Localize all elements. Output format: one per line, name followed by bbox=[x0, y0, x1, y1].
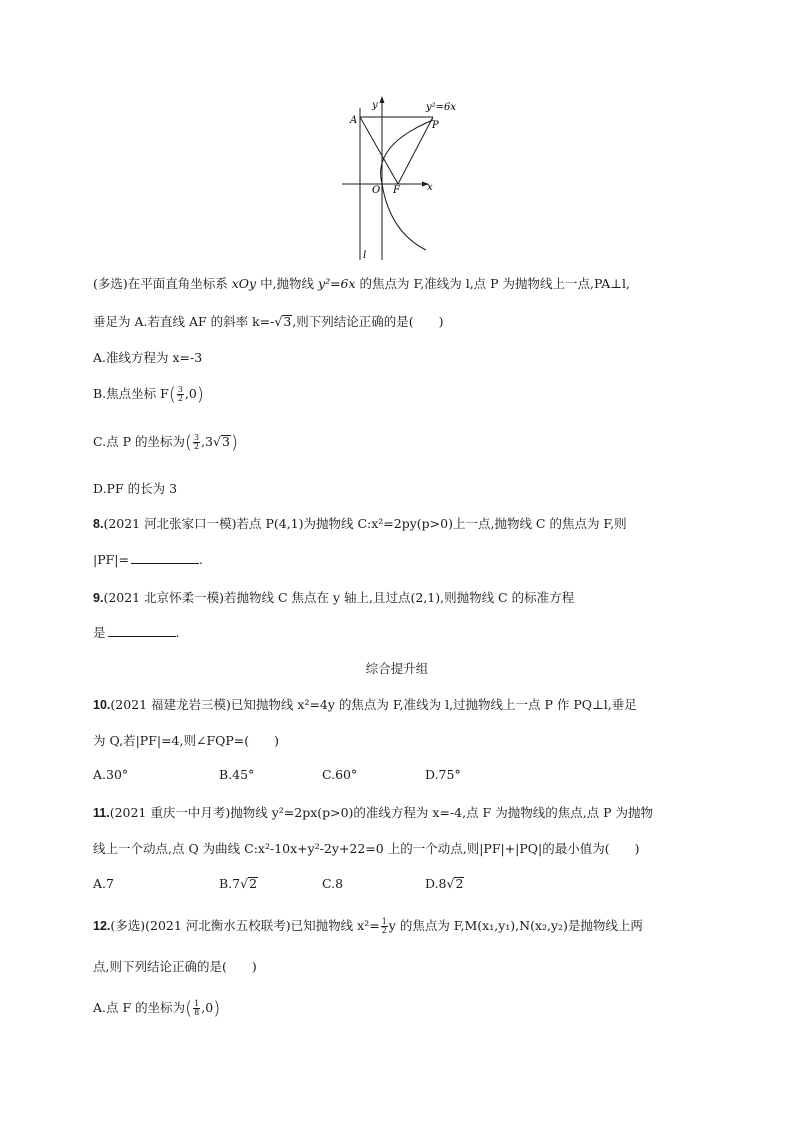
q12-option-a: A.点 F 的坐标为( $\frac{1}{8}$ ,0) bbox=[93, 998, 221, 1019]
q7-stem-line2: 垂足为 A.若直线 AF 的斜率 k=-√3,则下列结论正确的是( ) bbox=[93, 314, 444, 329]
q7-text-e: 的焦点为 F,准线为 l,点 P 为抛物线上一点,PA⊥l, bbox=[355, 276, 631, 291]
q9-line2: 是 bbox=[93, 625, 106, 640]
point-F-label: F bbox=[393, 185, 400, 196]
q11-option-d: D.8√2 bbox=[425, 876, 464, 891]
q7-line2-a: 垂足为 A.若直线 AF 的斜率 k=- bbox=[93, 314, 275, 329]
q12-stem-line1 bbox=[93, 916, 643, 935]
y-axis-arrow bbox=[380, 96, 385, 103]
parabola-figure bbox=[330, 92, 470, 264]
q7-line2-b: ,则下列结论正确的是( ) bbox=[292, 314, 444, 329]
directrix-label: l bbox=[363, 250, 367, 261]
segment-AF bbox=[360, 117, 398, 184]
q8-stem-line1 bbox=[93, 514, 627, 532]
q8-text: (2021 河北张家口一模)若点 P(4,1)为抛物线 C:x²=2py(p>0)上一点,抛物线 C 的焦点为 F,则 bbox=[103, 516, 627, 531]
q12-optA-frac: $\frac{1}{8}$ bbox=[194, 999, 200, 1017]
q12-frac: $\frac{1}{2}$ bbox=[381, 917, 387, 935]
q7-option-a: A.准线方程为 x=-3 bbox=[93, 350, 203, 365]
q7-optC-frac: $\frac{3}{2}$ bbox=[193, 433, 200, 451]
q8-line2: |PF|= bbox=[93, 552, 129, 567]
x-axis-label: x bbox=[427, 182, 433, 193]
q10-option-d: D.75° bbox=[425, 767, 461, 782]
q11-option-c: C.8 bbox=[322, 876, 344, 891]
q9-stem-line1 bbox=[93, 588, 574, 606]
y-axis-label: y bbox=[372, 100, 378, 111]
q7-text-d: y²=6x bbox=[318, 276, 356, 291]
q10-text: (2021 福建龙岩三模)已知抛物线 x²=4y 的焦点为 F,准线为 l,过抛物线上一点 P 作 PQ⊥l,垂足 bbox=[110, 697, 637, 712]
point-P-label: P bbox=[432, 120, 439, 131]
q7-line2-sqrt: 3 bbox=[283, 314, 292, 329]
q7-optB-b: ,0 bbox=[184, 386, 197, 401]
q11-number: 11. bbox=[93, 806, 110, 820]
origin-label: O bbox=[372, 185, 381, 196]
q9-number: 9. bbox=[93, 591, 104, 605]
q7-optC-b: ,3 bbox=[201, 434, 214, 449]
q12-text-b: y 的焦点为 F,M(x₁,y₁),N(x₂,y₂)是抛物线上两 bbox=[388, 918, 643, 933]
q10-stem-line2: 为 Q,若|PF|=4,则∠FQP=( ) bbox=[93, 733, 280, 748]
q8-answer-blank[interactable] bbox=[131, 551, 199, 564]
q10-option-b: B.45° bbox=[219, 767, 255, 782]
q7-optC-sqrt: 3 bbox=[221, 434, 230, 449]
point-A-label: A bbox=[350, 115, 358, 126]
q9-answer-blank[interactable] bbox=[108, 624, 176, 637]
q7-stem-line1 bbox=[93, 274, 630, 292]
q12-number: 12. bbox=[93, 919, 111, 933]
q7-option-b: B.焦点坐标 F( $\frac{3}{2}$ ,0) bbox=[93, 384, 204, 405]
q12-stem-line2: 点,则下列结论正确的是( ) bbox=[93, 959, 257, 974]
q11-text: (2021 重庆一中月考)抛物线 y²=2px(p>0)的准线方程为 x=-4,点 F 为抛物线的焦点,点 P 为抛物 bbox=[109, 805, 654, 820]
q7-optC-a: C.点 P 的坐标为 bbox=[93, 434, 185, 449]
q10-option-c: C.60° bbox=[322, 767, 358, 782]
q12-text-a: (多选)(2021 河北衡水五校联考)已知抛物线 x²= bbox=[110, 918, 380, 933]
q7-text-b: xOy bbox=[231, 276, 257, 291]
q7-text-a: (多选)在平面直角坐标系 bbox=[93, 276, 232, 291]
q11-option-a: A.7 bbox=[93, 876, 114, 891]
q11-optB-sqrt: 2 bbox=[249, 876, 258, 891]
q11-optD-sqrt: 2 bbox=[455, 876, 464, 891]
q7-option-c: C.点 P 的坐标为( $\frac{3}{2}$ ,3√3) bbox=[93, 432, 238, 453]
q11-stem-line2: 线上一个动点,点 Q 为曲线 C:x²-10x+y²-2y+22=0 上的一个动点,则|PF|+|PQ|的最小值为( ) bbox=[93, 841, 640, 856]
q12-optA-a: A.点 F 的坐标为 bbox=[93, 1000, 186, 1015]
q10-number: 10. bbox=[93, 698, 111, 712]
segment-PF bbox=[398, 117, 433, 184]
q11-option-b: B.7√2 bbox=[219, 876, 258, 891]
q9-text: (2021 北京怀柔一模)若抛物线 C 焦点在 y 轴上,且过点(2,1),则抛物线 C 的标准方程 bbox=[103, 590, 575, 605]
q12-optA-b: ,0 bbox=[201, 1000, 214, 1015]
q10-stem-line1 bbox=[93, 695, 637, 713]
q8-number: 8. bbox=[93, 517, 104, 531]
q9-stem-line2: 是 . bbox=[93, 625, 180, 640]
q7-optB-a: B.焦点坐标 F bbox=[93, 386, 169, 401]
q8-stem-line2: |PF|= . bbox=[93, 552, 203, 567]
curve-equation-label: y²=6x bbox=[426, 102, 457, 113]
q11-stem-line1 bbox=[93, 803, 653, 821]
q7-optB-frac: $\frac{3}{2}$ bbox=[177, 385, 183, 403]
q7-text-c: 中,抛物线 bbox=[256, 276, 319, 291]
q10-option-a: A.30° bbox=[93, 767, 129, 782]
section-title: 综合提升组 bbox=[365, 661, 429, 676]
q7-option-d: D.PF 的长为 3 bbox=[93, 481, 178, 496]
